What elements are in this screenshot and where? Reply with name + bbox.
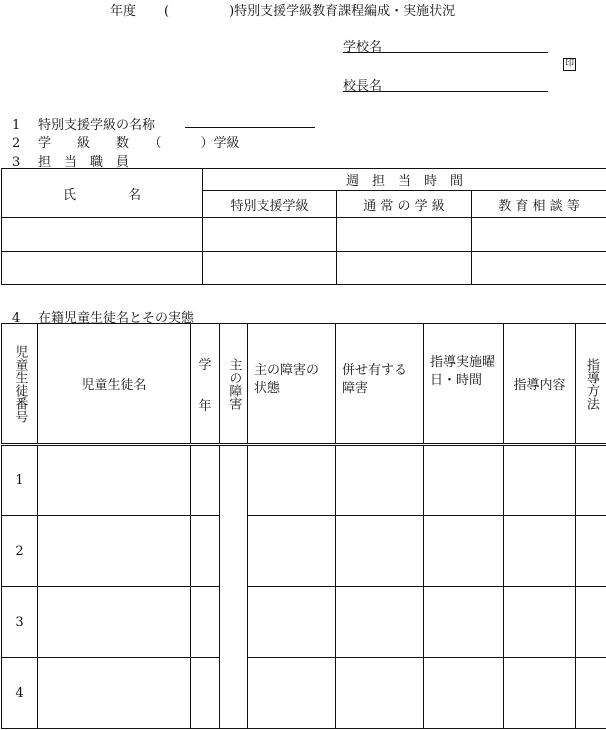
paren-close: ): [229, 4, 235, 19]
staff-cell: [2, 218, 203, 252]
staff-cell: [472, 218, 606, 252]
section-1: [12, 114, 155, 133]
year-label: 年度: [110, 4, 137, 19]
section-4-label: 在籍児童生徒名とその実態: [38, 311, 195, 326]
staff-cell: [203, 218, 337, 252]
staff-cell: [337, 218, 472, 252]
staff-cell: [2, 252, 203, 285]
header-method: 指導方法: [576, 324, 606, 445]
staff-row: [2, 252, 606, 285]
principal-name-field: [343, 75, 548, 92]
student-row: [2, 445, 606, 516]
school-name-field: [343, 36, 548, 53]
staff-row: [2, 218, 606, 252]
header-student-number: 児童生徒番号: [2, 324, 38, 445]
header-combined-disability: 併せ有する障害: [336, 324, 424, 445]
paren-open: (: [164, 4, 170, 19]
header-grade-bottom: 年: [198, 398, 212, 414]
principal-label: 校長名: [343, 79, 383, 94]
row-number: 3: [2, 587, 38, 658]
staff-cell: [203, 252, 337, 285]
section-4-number: 4: [12, 311, 21, 326]
title-text: 特別支援学級教育課程編成・実施状況: [234, 4, 456, 19]
row-number: 4: [2, 658, 38, 729]
seal-mark: 印: [564, 59, 574, 69]
header-disability-state: 主の障害の状態: [248, 324, 336, 445]
main-disability-merged-cell: [220, 445, 248, 729]
section-2-number: 2: [12, 136, 21, 151]
staff-cell: [472, 252, 606, 285]
page-title: [110, 0, 455, 19]
student-table: [1, 323, 606, 729]
student-row: [2, 587, 606, 658]
section-3-label: 担 当 職 員: [38, 155, 130, 170]
header-grade: [191, 324, 220, 445]
header-main-disability: 主の障害: [220, 324, 248, 445]
class-name-line: [185, 127, 315, 128]
section-1-label: 特別支援学級の名称: [38, 118, 156, 133]
weekly-hours-header: 週 担 当 時 間: [203, 169, 606, 191]
header-schedule: 指導実施曜日・時間: [424, 324, 504, 445]
section-2: [12, 132, 240, 151]
student-row: [2, 658, 606, 729]
school-label: 学校名: [343, 40, 383, 55]
row-number: 1: [2, 445, 38, 516]
col-special-class: 特別支援学級: [203, 191, 337, 218]
header-content: 指導内容: [504, 324, 576, 445]
staff-table: [1, 168, 606, 285]
section-3-number: 3: [12, 155, 21, 170]
staff-name-header: 氏 名: [2, 169, 203, 218]
header-student-name: 児童生徒名: [38, 324, 191, 445]
col-counseling: 教 育 相 談 等: [472, 191, 606, 218]
row-number: 2: [2, 516, 38, 587]
student-row: [2, 516, 606, 587]
section-1-number: 1: [12, 118, 21, 133]
section-2-label: 学 級 数 （ ）学級: [38, 136, 240, 151]
col-regular-class: 通 常 の 学 級: [337, 191, 472, 218]
staff-cell: [337, 252, 472, 285]
header-grade-top: 学: [198, 357, 212, 373]
